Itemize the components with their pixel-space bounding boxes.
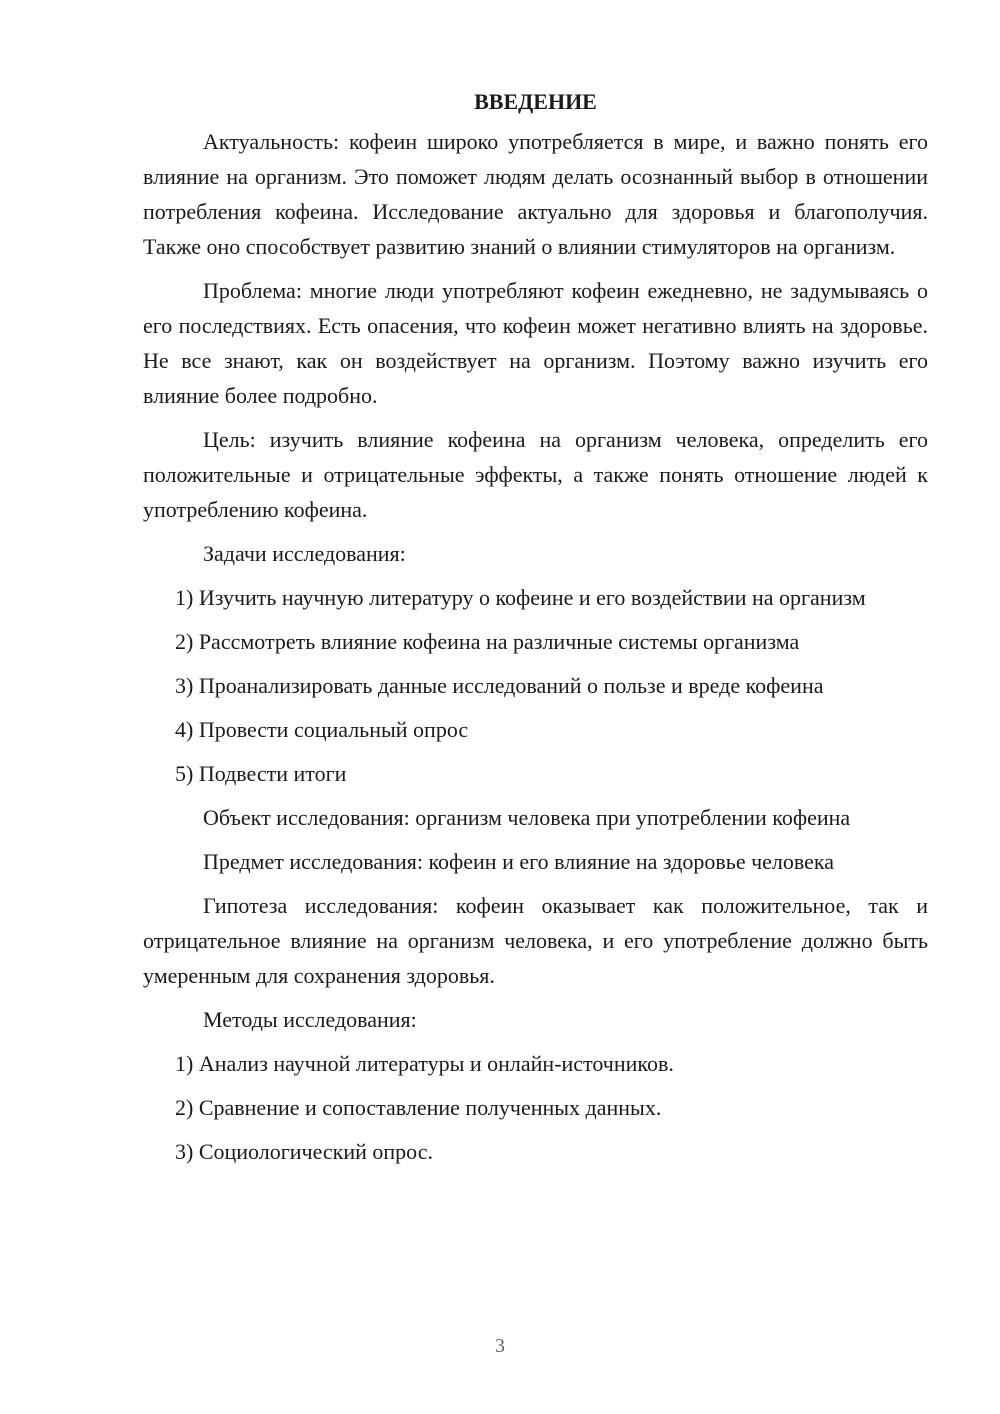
task-item-3: 3) Проанализировать данные исследований о пользе и вреде кофеина: [175, 673, 824, 698]
paragraph-object: Объект исследования: организм человека при употреблении кофеина: [203, 805, 851, 830]
tasks-heading: Задачи исследования:: [203, 541, 406, 566]
method-item-3: 3) Социологический опрос.: [175, 1139, 433, 1164]
document-page: [143, 88, 928, 1178]
methods-heading: Методы исследования:: [203, 1007, 417, 1032]
method-item-1: 1) Анализ научной литературы и онлайн-источников.: [175, 1051, 674, 1076]
task-item-4: 4) Провести социальный опрос: [175, 717, 469, 742]
paragraph-subject: Предмет исследования: кофеин и его влияние на здоровье человека: [203, 849, 835, 874]
page-title: ВВЕДЕНИЕ: [474, 89, 597, 114]
paragraph-relevance: Актуальность: кофеин широко употребляется в мире, и важно понять его влияние на организм. Это поможет людям делать осознанный выбор в отношении потребления кофеина. Исследование актуально для здоровья и благополучия. Также оно способствует развитию знаний о влиянии стимуляторов на организм.: [143, 129, 928, 259]
paragraph-goal: Цель: изучить влияние кофеина на организм человека, определить его положительные и отрицательные эффекты, а также понять отношение людей к употреблению кофеина.: [143, 427, 928, 522]
task-item-2: 2) Рассмотреть влияние кофеина на различные системы организма: [175, 629, 800, 654]
paragraph-problem: Проблема: многие люди употребляют кофеин ежедневно, не задумываясь о его последствиях. Есть опасения, что кофеин может негативно влиять на здоровье. Не все знают, как он воздействует на организм. Поэтому важно изучить его влияние более подробно.: [143, 278, 928, 408]
page-number: 3: [495, 1335, 505, 1357]
task-item-5: 5) Подвести итоги: [175, 761, 347, 786]
method-item-2: 2) Сравнение и сопоставление полученных данных.: [175, 1095, 662, 1120]
paragraph-hypothesis: Гипотеза исследования: кофеин оказывает как положительное, так и отрицательное влияние на организм человека, и его употребление должно быть умеренным для сохранения здоровья.: [143, 893, 928, 988]
task-item-1: 1) Изучить научную литературу о кофеине и его воздействии на организм: [175, 585, 866, 610]
